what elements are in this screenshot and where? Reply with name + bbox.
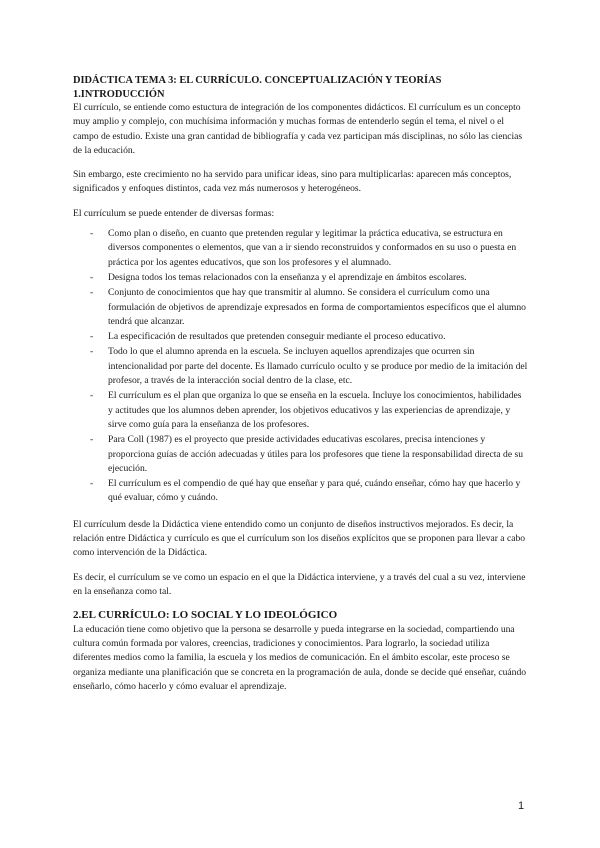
section-heading-social-ideologico: 2.EL CURRÍCULO: LO SOCIAL Y LO IDEOLÓGICO <box>73 609 338 622</box>
page-number: 1 <box>518 800 525 812</box>
intro-paragraph: Sin embargo, este crecimiento no ha servido para unificar ideas, sino para multiplicarlas: aparecen más conceptos, significados y enfoques distintos, cada vez más numerosos y heterogéneos. <box>73 169 512 195</box>
list-item <box>73 286 528 329</box>
list-item <box>73 330 528 344</box>
document-title: DIDÁCTICA TEMA 3: EL CURRÍCULO. CONCEPTUALIZACIÓN Y TEORÍAS <box>73 75 442 86</box>
list-item-text: El currículum es el compendio de qué hay que enseñar y para qué, cuándo enseñar, cómo hay que hacerlo y qué evaluar, cómo y cuándo. <box>108 478 521 504</box>
definitions-list <box>73 227 528 506</box>
bullet-dash: - <box>90 390 94 402</box>
list-item <box>73 271 528 285</box>
list-item-text: La especificación de resultados que pretenden conseguir mediante el proceso educativo. <box>108 331 446 343</box>
list-item-text: Para Coll (1987) es el proyecto que preside actividades educativas escolares, precisa intenciones y proporciona guías de acción adecuadas y útiles para los profesores que tiene la responsabilidad directa de su ejecución. <box>108 434 524 474</box>
body-paragraph: El currículum desde la Didáctica viene entendido como un conjunto de diseños instructivos mejorados. Es decir, la relación entre Didáctica y currículo es que el currículum son los diseños explícitos que se proponen para llevar a cabo como intervención de la Didáctica. <box>73 518 526 559</box>
intro-paragraph: El currículo, se entiende como estuctura de integración de los componentes didácticos. El currículum es un concepto muy amplio y complejo, con muchísima información y muchas formas de entenderlo según el tema, el nivel o el campo de estudio. Existe una gran cantidad de bibliografía y cada vez participan más disciplinas, no sólo las ciencias de la educación. <box>73 102 523 156</box>
list-item <box>73 477 528 506</box>
bullet-dash: - <box>90 271 94 283</box>
bullet-dash: - <box>90 287 94 299</box>
bullet-dash: - <box>90 331 94 343</box>
list-item-text: El currículum es el plan que organiza lo que se enseña en la escuela. Incluye los conocimientos, habilidades y actitudes que los alumnos deben aprender, los objetivos educativos y las experiencias de aprendizaje, y sirve como guía para la enseñanza de los profesores. <box>108 390 522 430</box>
bullet-dash: - <box>90 478 94 490</box>
list-item <box>73 227 528 270</box>
bullet-dash: - <box>90 346 94 358</box>
list-item <box>73 433 528 476</box>
list-item <box>73 345 528 388</box>
list-item-text: Como plan o diseño, en cuanto que pretenden regular y legitimar la práctica educativa, se estructura en diversos componentes o elementos, que van a ir siendo reconstruidos y conformados en su uso o puesta en práctica por los agentes educativos, que son los profesores y el alumnado. <box>108 228 517 268</box>
bullet-dash: - <box>90 228 94 240</box>
intro-paragraph: El currículum se puede entender de diversas formas: <box>73 207 275 219</box>
list-item-text: Todo lo que el alumno aprenda en la escuela. Se incluyen aquellos aprendizajes que ocurren sin intencionalidad por parte del docente. Es llamado currículo oculto y se produce por medio de la imitación del profesor, a través de la interacción social dentro de la clase, etc. <box>108 346 528 387</box>
list-item-text: Designa todos los temas relacionados con la enseñanza y el aprendizaje en ámbitos escolares. <box>108 271 467 283</box>
page-content <box>73 74 528 694</box>
body-paragraph: Es decir, el currículum se ve como un espacio en el que la Didáctica interviene, y a través del cual a su vez, interviene en la enseñanza como tal. <box>73 571 526 597</box>
list-item-text: Conjunto de conocimientos que hay que transmitir al alumno. Se considera el currículum como una formulación de objetivos de aprendizaje expresados en forma de comportamientos específicos que el alumno tendrá que alcanzar. <box>108 287 526 327</box>
section-heading-introduccion: 1.INTRODUCCIÓN <box>73 88 165 100</box>
list-item <box>73 389 528 432</box>
bullet-dash: - <box>90 434 94 446</box>
section2-paragraph: La educación tiene como objetivo que la persona se desarrolle y pueda integrarse en la sociedad, compartiendo una cultura común formada por valores, creencias, tradiciones y conocimientos. Para lograrlo, la sociedad utiliza diferentes medios como la familia, la escuela y los medios de comunicación. En el ámbito escolar, este proceso se organiza mediante una planificación que se concreta en la programación de aula, donde se decide qué enseñar, cuándo enseñarlo, cómo hacerlo y cómo evaluar el aprendizaje. <box>73 623 527 692</box>
